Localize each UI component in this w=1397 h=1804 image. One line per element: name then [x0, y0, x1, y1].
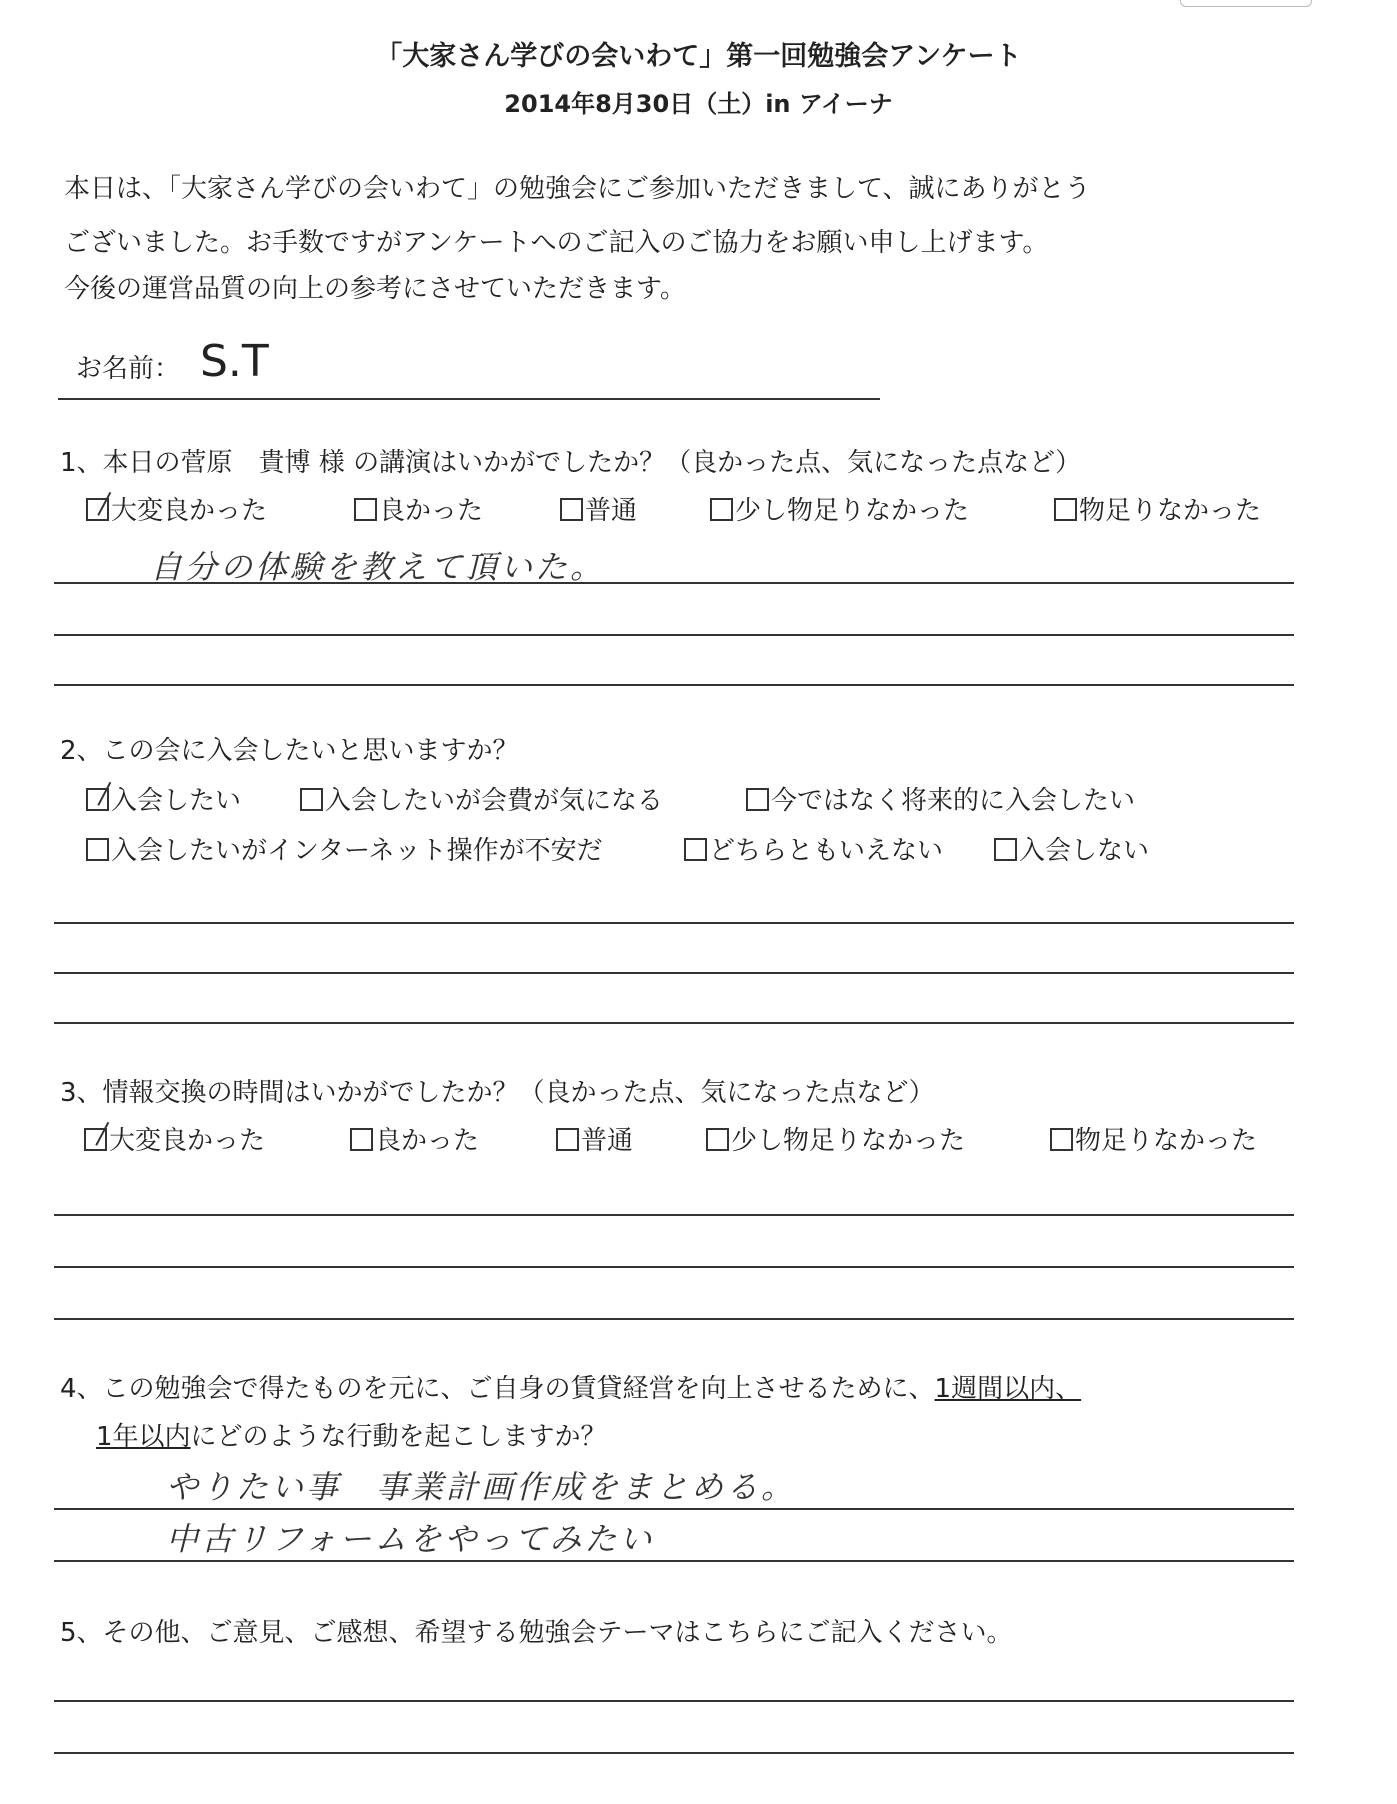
q3-option-normal[interactable]: 普通: [556, 1120, 633, 1157]
q4-answer-line-1[interactable]: やりたい事 事業計画作成をまとめる。: [166, 1468, 797, 1506]
answer-line: [54, 684, 1294, 686]
checkbox-checked-icon[interactable]: [86, 788, 109, 811]
answer-line: [54, 922, 1294, 924]
q4-question-prefix: 4、この勉強会で得たものを元に、ご自身の賃貸経営を向上させるために、: [60, 1374, 935, 1404]
intro-line-1: 本日は、「大家さん学びの会いわて」の勉強会にご参加いただきまして、誠にありがとう: [64, 174, 1091, 204]
q1-option-very-good[interactable]: 大変良かった: [86, 490, 267, 527]
checkbox-icon[interactable]: [86, 838, 109, 861]
q1-option-lacking[interactable]: 物足りなかった: [1054, 490, 1261, 527]
q4-question-suffix: にどのような行動を起こしますか？: [190, 1422, 607, 1452]
survey-date: 2014年8月30日（土）in アイーナ: [504, 90, 893, 118]
answer-line: [54, 582, 1294, 584]
answer-line: [54, 634, 1294, 636]
answer-line: [54, 1266, 1294, 1268]
checkbox-icon[interactable]: [1050, 1128, 1073, 1151]
checkbox-icon[interactable]: [746, 788, 769, 811]
page-corner-mark: [1180, 0, 1312, 7]
checkbox-icon[interactable]: [556, 1128, 579, 1151]
q4-answer-line-2[interactable]: 中古リフォームをやってみたい: [166, 1520, 655, 1558]
q4-question-year: 1年以内: [96, 1422, 191, 1452]
q2-option-join-internet-concern[interactable]: 入会したいがインターネット操作が不安だ: [86, 830, 603, 867]
q3-option-very-good[interactable]: 大変良かった: [84, 1120, 265, 1157]
checkbox-checked-icon[interactable]: [84, 1128, 107, 1151]
q1-question: 1、本日の菅原 貴博 様 の講演はいかがでしたか？（良かった点、気になった点など）: [60, 448, 1082, 478]
q4-question-week: 1週間以内、: [934, 1374, 1082, 1404]
q3-option-lacking[interactable]: 物足りなかった: [1050, 1120, 1257, 1157]
checkbox-icon[interactable]: [994, 838, 1017, 861]
answer-line: [54, 1560, 1294, 1562]
q1-option-slightly-lacking[interactable]: 少し物足りなかった: [710, 490, 969, 527]
name-label: お名前：: [76, 354, 181, 384]
answer-line: [54, 1022, 1294, 1024]
answer-line: [54, 1508, 1294, 1510]
q2-option-join-later[interactable]: 今ではなく将来的に入会したい: [746, 780, 1135, 817]
q2-option-join[interactable]: 入会したい: [86, 780, 241, 817]
q2-option-undecided[interactable]: どちらともいえない: [684, 830, 943, 867]
name-value[interactable]: S.T: [200, 336, 269, 387]
answer-line: [54, 1752, 1294, 1754]
intro-line-2: ございました。お手数ですがアンケートへのご記入のご協力をお願い申し上げます。: [64, 228, 1049, 258]
q3-option-good[interactable]: 良かった: [350, 1120, 479, 1157]
checkbox-icon[interactable]: [354, 498, 377, 521]
checkbox-icon[interactable]: [710, 498, 733, 521]
q1-option-normal[interactable]: 普通: [560, 490, 637, 527]
q1-option-good[interactable]: 良かった: [354, 490, 483, 527]
answer-line: [54, 972, 1294, 974]
name-underline: [58, 398, 880, 400]
answer-line: [54, 1214, 1294, 1216]
checkbox-icon[interactable]: [300, 788, 323, 811]
answer-line: [54, 1700, 1294, 1702]
checkbox-icon[interactable]: [706, 1128, 729, 1151]
checkbox-icon[interactable]: [684, 838, 707, 861]
checkbox-checked-icon[interactable]: [86, 498, 109, 521]
q5-question: 5、その他、ご意見、ご感想、希望する勉強会テーマはこちらにご記入ください。: [60, 1618, 1013, 1648]
intro-line-3: 今後の運営品質の向上の参考にさせていただきます。: [64, 274, 686, 304]
q3-question: 3、情報交換の時間はいかがでしたか？（良かった点、気になった点など）: [60, 1078, 935, 1108]
survey-title: 「大家さん学びの会いわて」第一回勉強会アンケート: [375, 41, 1022, 72]
q2-option-not-join[interactable]: 入会しない: [994, 830, 1149, 867]
q2-question: 2、この会に入会したいと思いますか？: [60, 736, 519, 766]
checkbox-icon[interactable]: [1054, 498, 1077, 521]
q1-answer[interactable]: 自分の体験を教えて頂いた。: [150, 548, 606, 586]
q4-question-line-1: [60, 1368, 1081, 1405]
answer-line: [54, 1318, 1294, 1320]
checkbox-icon[interactable]: [560, 498, 583, 521]
q2-option-join-fee-concern[interactable]: 入会したいが会費が気になる: [300, 780, 663, 817]
q3-option-slightly-lacking[interactable]: 少し物足りなかった: [706, 1120, 965, 1157]
q4-question-line-2: [96, 1416, 607, 1453]
checkbox-icon[interactable]: [350, 1128, 373, 1151]
